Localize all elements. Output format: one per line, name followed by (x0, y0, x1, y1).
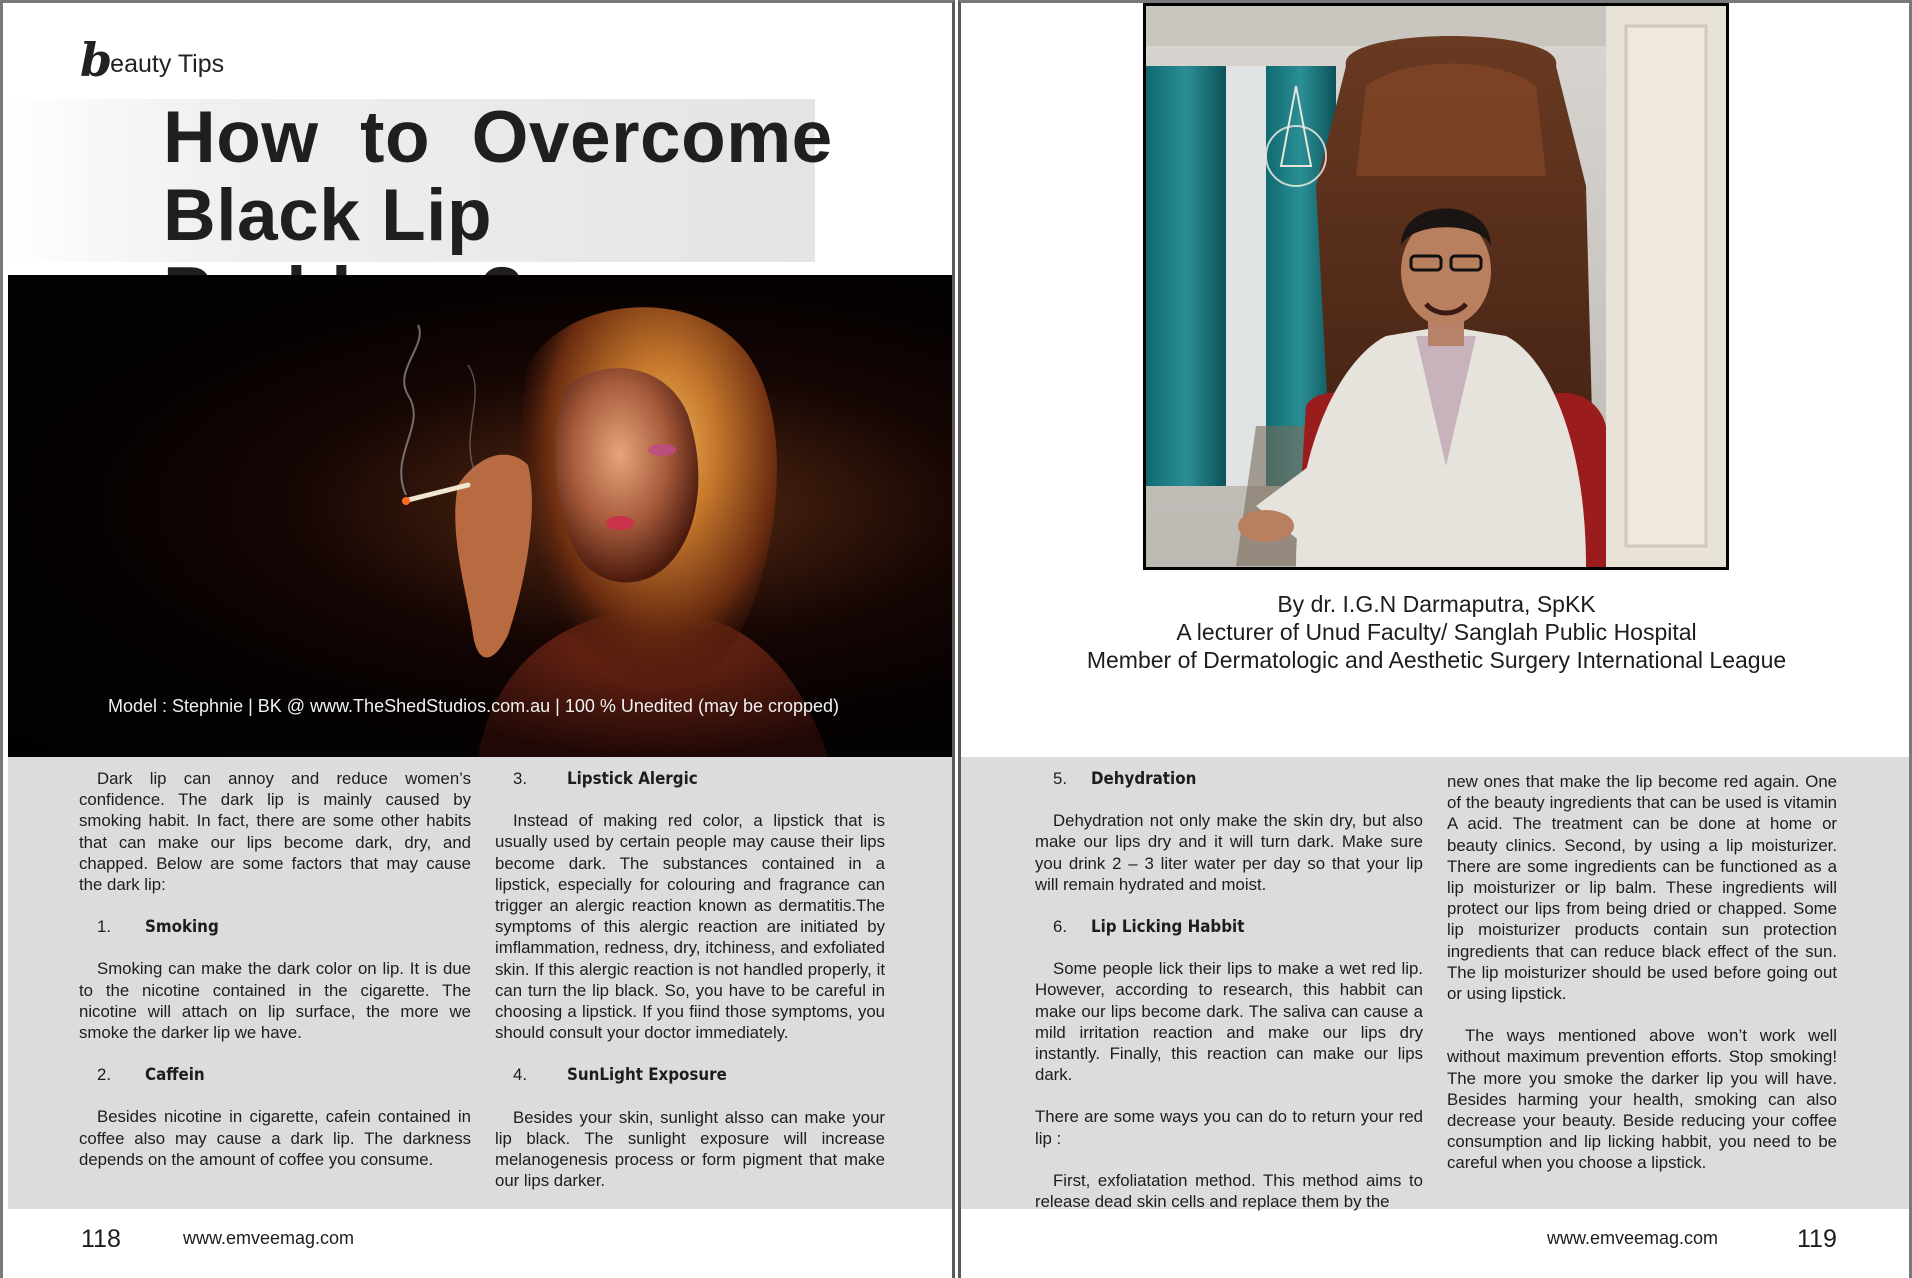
paragraph-lip-licking: Some people lick their lips to make a wet red lip. However, according to research, this habbit can make our lips become dark. The saliva can cause a mild irritation reaction and make our lips dry instantly. Finally, this reaction can make our lips dark. (1035, 959, 1423, 1085)
photo-caption: Model : Stephnie | BK @ www.TheShedStudios.com.au | 100 % Unedited (may be cropped) (108, 696, 840, 716)
heading-sunlight-exposure (495, 1064, 885, 1085)
heading-lip-licking (1035, 916, 1423, 937)
heading-label: Dehydration (1091, 768, 1197, 788)
byline-role: A lecturer of Unud Faculty/ Sanglah Public Hospital (1176, 619, 1697, 645)
paragraph-lipstick-alergic: Instead of making red color, a lipstick that is usually used by certain people may cause their lips become dark. The substances contained in a lipstick, especially for colouring and fragrance can trigger an alergic reaction known as dermatitis.The symptoms of this alergic reaction are initiated by imflammation, redness, dry, itchiness, and exfoliated skin. If this alergic reaction is not handled properly, it can turn the lip black. So, you have to be careful in choosing a lipstick. If you fiind those symptoms, you should consult your doctor immediately. (495, 811, 885, 1043)
author-byline (961, 590, 1912, 674)
paragraph-caffein: Besides nicotine in cigarette, cafein contained in coffee also may cause a dark lip. The darkness depends on the amount of coffee you consume. (79, 1107, 471, 1169)
paragraph-exfoliation: First, exfoliatation method. This method aims to release dead skin cells and replace them by the (1035, 1170, 1423, 1212)
heading-label: Smoking (145, 916, 219, 937)
heading-label: Caffein (145, 1064, 205, 1085)
heading-dehydration (1035, 768, 1423, 789)
section-initial: b (80, 33, 113, 87)
heading-number: 6. (1053, 917, 1067, 937)
byline-member: Member of Dermatologic and Aesthetic Surgery International League (1086, 647, 1787, 673)
paragraph-prevention: The ways mentioned above won’t work well without maximum prevention efforts. Stop smoking! The more you smoke the darker lip you will have. Besides harming your health, smoking can also decrease your beauty. Beside reducing your coffee consumption and lip licking habbit, you need to be careful when you choose a lipstick. (1447, 1026, 1837, 1173)
heading-number: 1. (97, 917, 111, 937)
author-portrait-illustration (1146, 6, 1726, 567)
heading-number: 5. (1053, 769, 1067, 788)
page-number: 118 (81, 1225, 121, 1253)
left-column-2 (495, 768, 885, 1212)
page-number: 119 (1797, 1225, 1837, 1253)
section-label (80, 33, 225, 87)
paragraph-smoking: Smoking can make the dark color on lip. It is due to the nicotine contained in the cigarette. The nicotine will attach on lip surface, the more we smoke the darker lip we have. (79, 959, 471, 1043)
website-link[interactable]: www.emveemag.com (1547, 1228, 1719, 1248)
heading-caffein (79, 1064, 471, 1085)
heading-number: 2. (97, 1065, 111, 1085)
left-page (0, 0, 955, 1278)
author-portrait (1143, 3, 1729, 570)
paragraph-ways: There are some ways you can do to return your red lip : (1035, 1107, 1423, 1148)
paragraph-sunlight-exposure: Besides your skin, sunlight alsso can make your lip black. The sunlight exposure will increase melanogenesis process or form pigment that make our lips darker. (495, 1107, 885, 1191)
hero-photo (8, 275, 955, 757)
heading-smoking (79, 916, 471, 937)
paragraph-dehydration: Dehydration not only make the skin dry, but also make our lips dry and it will turn dark. Make sure you drink 2 – 3 liter water per day so that your lip will remain hydrated and moist. (1035, 811, 1423, 894)
heading-label: Lip Licking Habbit (1091, 916, 1245, 937)
hero-photo-illustration (8, 275, 955, 757)
heading-number: 4. (513, 1065, 527, 1085)
website-link[interactable]: www.emveemag.com (183, 1228, 355, 1248)
left-column-1 (79, 768, 471, 1191)
paragraph-moisturizer: new ones that make the lip become red again. One of the beauty ingredients that can be used is vitamin A acid. The treatment can be done at home or beauty clinics. Second, by using a lip moisturizer. There are some ingredients can be functioned as a lip moisturizer or lip balm. These ingredients will protect our lips from being dried or chapped. Some lip moisturizer products contain sun protection ingredients that can reduce black effect of the sun. The lip moisturizer should be used before going out or using lipstick. (1447, 772, 1837, 1004)
byline-author: By dr. I.G.N Darmaputra, SpKK (1277, 591, 1596, 617)
title-line-1: How to Overcome (163, 97, 833, 178)
heading-lipstick-alergic (495, 768, 885, 789)
heading-label: Lipstick Alergic (567, 768, 698, 788)
right-page (958, 0, 1912, 1278)
title-line-2: Black Lip (163, 175, 493, 256)
right-column-1 (1035, 768, 1423, 1233)
heading-label: SunLight Exposure (567, 1064, 727, 1085)
intro-paragraph: Dark lip can annoy and reduce women’s confidence. The dark lip is mainly caused by smoking habit. In fact, there are some other habits that can make our lips become dark, dry, and chapped. Below are some factors that may cause the dark lip: (79, 769, 471, 895)
section-label-rest: eauty Tips (110, 50, 225, 78)
heading-number: 3. (513, 769, 527, 788)
right-column-2 (1447, 771, 1837, 1195)
